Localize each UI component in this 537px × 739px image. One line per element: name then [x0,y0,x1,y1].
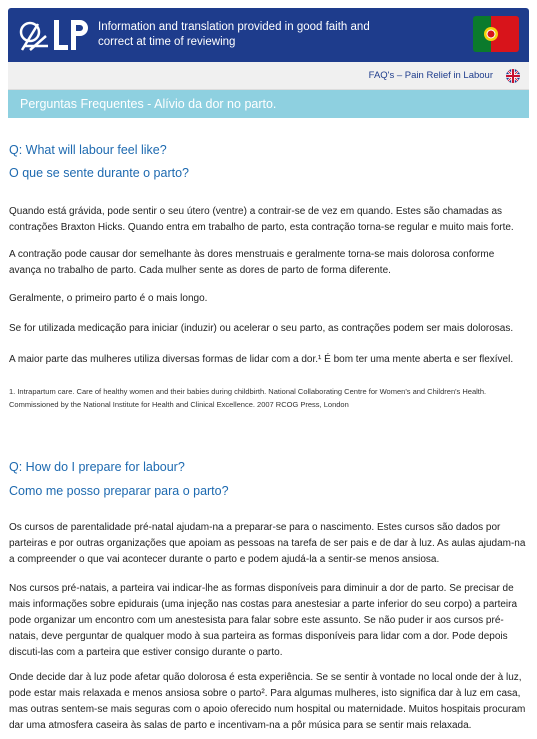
page-title-banner [8,90,529,118]
lp-logo [16,16,96,56]
header-bar [8,8,529,62]
header-tagline: Information and translation provided in good faith and correct at time of reviewing [98,21,370,48]
answer-1-paragraph: A contração pode causar dor semelhante às dores menstruais e geralmente torna-se mais dolorosa conforme avança no trabalho de parto. Cada mulher sente as dores de parto de forma diferente. [9,249,495,276]
answer-1-paragraph: Geralmente, o primeiro parto é o mais longo. [9,293,208,304]
answer-1-paragraph: Se for utilizada medicação para iniciar (induzir) ou acelerar o seu parto, as contrações podem ser mais dolorosas. [9,323,514,334]
reference-footnote: 1. Intrapartum care. Care of healthy women and their babies during childbirth. National Collaborating Centre for Women's and Children's Health. Commissioned by the National Institute for Health and Clinical Excellence. 2007 RCOG Press, London [9,387,487,409]
sub-navigation-bar [8,62,529,90]
faq-link[interactable]: FAQ's – Pain Relief in Labour [368,70,493,81]
question-1-portuguese: O que se sente durante o parto? [9,166,189,180]
uk-flag-icon[interactable] [506,69,520,83]
answer-2-paragraph: Os cursos de parentalidade pré-natal ajudam-na a preparar-se para o nascimento. Estes cursos são dados por parteiras e por outras organizações que apoiam as pessoas na tarefa de ser pais e de dar à luz. As aulas ajudam-na a compreender o que vai acontecer durante o parto e podem ajudá-la a sentir-se menos ansiosa. [9,522,526,565]
question-1-english: Q: What will labour feel like? [9,143,167,157]
answer-1-paragraph: A maior parte das mulheres utiliza diversas formas de lidar com a dor.¹ É bom ter uma mente aberta e ser flexível. [9,354,514,365]
question-2-english: Q: How do I prepare for labour? [9,460,185,474]
answer-2-paragraph: Onde decide dar à luz pode afetar quão dolorosa é esta experiência. Se se sentir à vontade no local onde der à luz, pode estar mais relaxada e menos ansiosa sobre o parto². Para algumas mulheres, isto significa dar à luz em casa, mas outras sentem-se mais seguras com o apoio oferecido num hospital ou maternidade. Muitos hospitais procuram dar uma atmosfera caseira às salas de parto e incentivam-na a pôr música para se sentir mais relaxada. [9,672,526,731]
answer-1-paragraph: Quando está grávida, pode sentir o seu útero (ventre) a contrair-se de vez em quando. Estes são chamadas as contrações Braxton Hicks. Quando entra em trabalho de parto, esta contração torna-se regular e muito mais forte. [9,206,514,233]
question-2-portuguese: Como me posso preparar para o parto? [9,484,229,498]
page-title: Perguntas Frequentes - Alívio da dor no parto. [20,97,277,111]
portugal-flag-icon[interactable] [473,16,519,52]
answer-2-paragraph: Nos cursos pré-natais, a parteira vai indicar-lhe as formas disponíveis para diminuir a dor de parto. Se precisar de mais informações sobre epidurais (uma injeção nas costas para anestesiar a parte inferior do seu corpo) a parteira pode organizar um encontro com um anestesista para falar sobre este assunto. Se não puder ir aos cursos pré-natais, deve perguntar de qualquer modo à sua parteira as formas disponíveis para lidar com a dor. Pode depois discuti-las com a parteira que estiver consigo durante o parto. [9,583,518,658]
